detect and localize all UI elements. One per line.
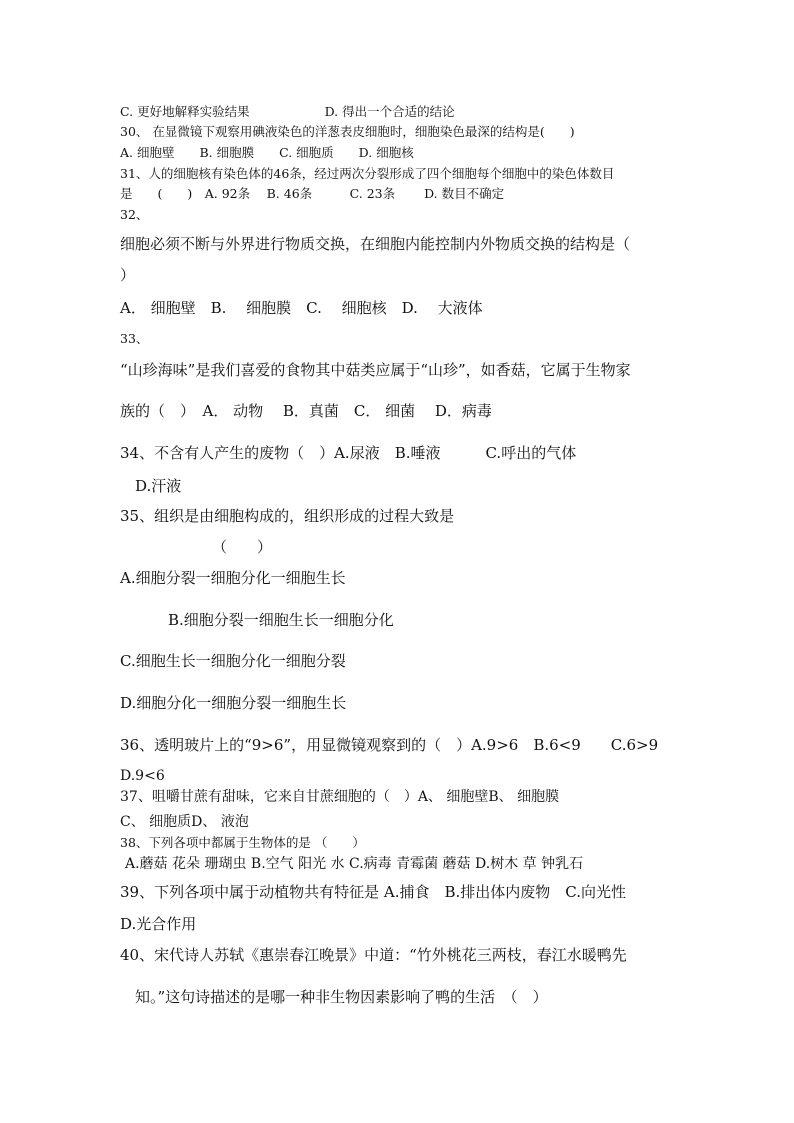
q38-options: A.蘑菇 花朵 珊瑚虫 B.空气 阳光 水 C.病毒 青霉菌 蘑菇 D.树木 草 钟乳石 (125, 856, 584, 872)
q35-answer-blank: （ ） (212, 538, 273, 556)
q37-options-cd: C、 细胞质D、 液泡 (120, 814, 249, 830)
q33-options: 族的（ ） A． 动物 B．真菌 C． 细菌 D．病毒 (120, 402, 492, 420)
q35-option-a: A.细胞分裂一细胞分化一细胞生长 (120, 569, 346, 587)
q39-question: 39、下列各项中属于动植物共有特征是 A.捕食 B.排出体内废物 C.向光性 (120, 883, 626, 901)
q36-question: 36、透明玻片上的“9>6”，用显微镜观察到的（ ）A.9>6 B.6<9 C.6>9 (120, 736, 659, 754)
q32-options: A． 细胞壁 B. 细胞膜 C. 细胞核 D. 大液体 (120, 299, 483, 317)
q40-question: 40、宋代诗人苏轼《惠崇春江晚景》中道：“竹外桃花三两枝，春江水暖鸭先 (120, 946, 627, 964)
q32-number: 32、 (120, 207, 149, 222)
q34-option-d: D.汗液 (135, 477, 182, 495)
q31-options: 是 ( ) A. 92条 B. 46条 C. 23条 D. 数目不确定 (120, 186, 505, 201)
q40-question-cont: 知。”这句诗描述的是哪一种非生物因素影响了鸭的生活 （ ） (135, 988, 548, 1006)
q34-question: 34、不含有人产生的废物（ ）A.尿液 B.唾液 C.呼出的气体 (120, 444, 577, 462)
q30-question: 30、 在显微镜下观察用碘液染色的洋葱表皮细胞时，细胞染色最深的结构是( ) (120, 124, 575, 139)
q32-question: 细胞必须不断与外界进行物质交换，在细胞内能控制内外物质交换的结构是（ (120, 235, 631, 253)
q36-option-d: D.9<6 (120, 768, 165, 784)
q33-number: 33、 (120, 331, 149, 346)
q29-options-cd: C. 更好地解释实验结果 D. 得出一个合适的结论 (120, 104, 455, 119)
q37-question: 37、咀嚼甘蔗有甜味，它来自甘蔗细胞的（ ）A、 细胞壁B、 细胞膜 (120, 789, 560, 805)
q38-question: 38、下列各项中都属于生物体的是 （ ） (120, 835, 365, 850)
q33-question: “山珍海味”是我们喜爱的食物其中菇类应属于“山珍”，如香菇，它属于生物家 (120, 361, 631, 379)
q35-option-c: C.细胞生长一细胞分化一细胞分裂 (120, 652, 346, 670)
q31-question: 31、人的细胞核有染色体的46条，经过两次分裂形成了四个细胞每个细胞中的染色体数目 (120, 166, 615, 181)
q35-question: 35、组织是由细胞构成的，组织形成的过程大致是 (120, 507, 455, 525)
q35-option-b: B.细胞分裂一细胞生长一细胞分化 (168, 611, 394, 629)
q35-option-d: D.细胞分化一细胞分裂一细胞生长 (120, 694, 347, 712)
q39-option-d: D.光合作用 (120, 915, 197, 933)
q30-options: A. 细胞壁 B. 细胞膜 C. 细胞质 D. 细胞核 (120, 145, 414, 160)
q32-question-end: ） (120, 266, 136, 284)
